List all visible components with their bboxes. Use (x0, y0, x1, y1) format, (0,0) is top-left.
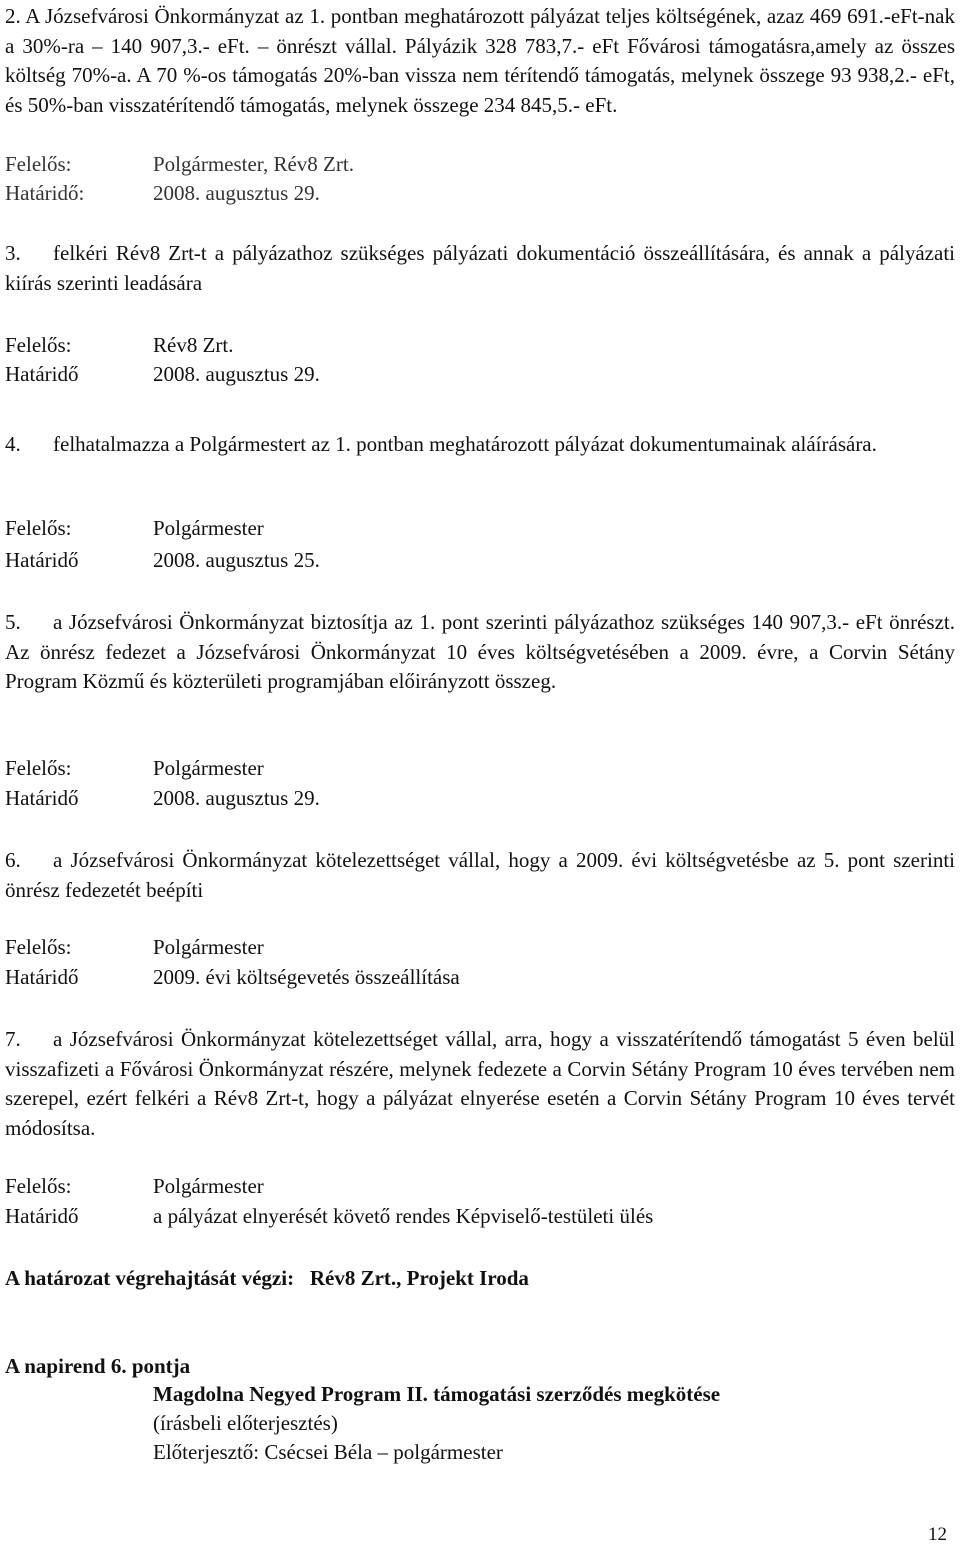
responsible-value: Rév8 Zrt. (153, 333, 234, 357)
point-text: a Józsefvárosi Önkormányzat kötelezettséget vállal, arra, hogy a visszatérítendő támogatást 5 éven belül visszafizeti a Fővárosi Önkormányzat részére, melynek fedezete a Corvin Sétány Program 10 éves tervében nem szerepel, ezért felkéri a Rév8 Zrt-t, hogy a pályázat elnyerése esetén a Corvin Sétány Program 10 éves tervét módosítsa. (5, 1027, 955, 1140)
deadline-label: Határidő (5, 786, 79, 810)
deadline-label: Határidő: (5, 181, 85, 205)
executor-value: Rév8 Zrt., Projekt Iroda (309, 1266, 529, 1290)
responsible-label: Felelős: (5, 756, 72, 780)
responsible-row (5, 933, 264, 962)
page-number: 12 (928, 1524, 947, 1545)
point-text: a Józsefvárosi Önkormányzat biztosítja az 1. pont szerinti pályázathoz szükséges 140 907,3.- eFt önrészt. Az önrész fedezet a Józsefvárosi Önkormányzat 10 éves költségvetésében a 2009. évre, a Corvin Sétány Program Közmű és közterületi programjában előirányzott összeg. (5, 610, 955, 693)
responsible-value: Polgármester (153, 935, 264, 959)
resolution-point-4-text (5, 430, 955, 460)
agenda-title: Magdolna Negyed Program II. támogatási szerződés megkötése (153, 1382, 721, 1406)
point-number: 4. (5, 432, 21, 456)
responsible-value: Polgármester (153, 516, 264, 540)
resolution-point-2-text: 2. A Józsefvárosi Önkormányzat az 1. pontban meghatározott pályázat teljes költségének, azaz 469 691.-eFt-nak a 30%-ra – 140 907,3.- eFt. – önrészt vállal. Pályázik 328 783,7.- eFt Fővárosi támogatásra,amely az összes költség 70%-a. A 70 %-os támogatás 20%-ban vissza nem térítendő támogatás, melynek összege 93 938,2.- eFt, és 50%-ban visszatérítendő támogatás, melynek összege 234 845,5.- eFt. (5, 4, 955, 117)
responsible-row (5, 331, 233, 360)
point-number: 6. (5, 848, 21, 872)
deadline-value: 2008. augusztus 29. (153, 181, 320, 205)
resolution-point-7-text (5, 1025, 955, 1143)
deadline-row (5, 963, 460, 992)
deadline-value: a pályázat elnyerését követő rendes Képviselő-testületi ülés (153, 1204, 654, 1228)
point-number: 5. (5, 610, 21, 634)
responsible-label: Felelős: (5, 1174, 72, 1198)
deadline-value: 2008. augusztus 29. (153, 786, 320, 810)
deadline-row (5, 784, 320, 813)
point-text: felkéri Rév8 Zrt-t a pályázathoz szükséges pályázati dokumentáció összeállítására, és annak a pályázati kiírás szerinti leadására (5, 241, 955, 295)
responsible-label: Felelős: (5, 516, 72, 540)
responsible-label: Felelős: (5, 152, 72, 176)
responsible-label: Felelős: (5, 935, 72, 959)
point-number: 7. (5, 1027, 21, 1051)
responsible-row (5, 1172, 264, 1201)
point-number: 3. (5, 241, 21, 265)
resolution-point-3-text (5, 239, 955, 298)
responsible-value: Polgármester (153, 1174, 264, 1198)
resolution-point-5-text (5, 608, 955, 697)
executor-label: A határozat végrehajtását végzi: (5, 1266, 295, 1290)
responsible-value: Polgármester (153, 756, 264, 780)
responsible-row (5, 514, 264, 543)
responsible-row (5, 754, 264, 783)
point-text: a Józsefvárosi Önkormányzat kötelezettséget vállal, hogy a 2009. évi költségvetésbe az 5. pont szerinti önrész fedezetét beépíti (5, 848, 955, 902)
resolution-point-6-text (5, 846, 955, 905)
deadline-label: Határidő (5, 965, 79, 989)
point-text: felhatalmazza a Polgármestert az 1. pontban meghatározott pályázat dokumentumainak aláírására. (53, 432, 877, 456)
deadline-label: Határidő (5, 1204, 79, 1228)
executor-row (5, 1264, 529, 1293)
agenda-heading: A napirend 6. pontja (5, 1354, 191, 1378)
deadline-label: Határidő (5, 548, 79, 572)
deadline-value: 2009. évi költségevetés összeállítása (153, 965, 460, 989)
responsible-label: Felelős: (5, 333, 72, 357)
agenda-note: (írásbeli előterjesztés) (153, 1411, 338, 1435)
deadline-row (5, 360, 320, 389)
agenda-presenter: Előterjesztő: Csécsei Béla – polgármester (153, 1440, 503, 1464)
deadline-row (5, 179, 320, 208)
deadline-value: 2008. augusztus 29. (153, 362, 320, 386)
deadline-row (5, 1202, 653, 1231)
responsible-value: Polgármester, Rév8 Zrt. (153, 152, 354, 176)
deadline-value: 2008. augusztus 25. (153, 548, 320, 572)
deadline-label: Határidő (5, 362, 79, 386)
deadline-row (5, 546, 320, 575)
responsible-row (5, 150, 354, 179)
